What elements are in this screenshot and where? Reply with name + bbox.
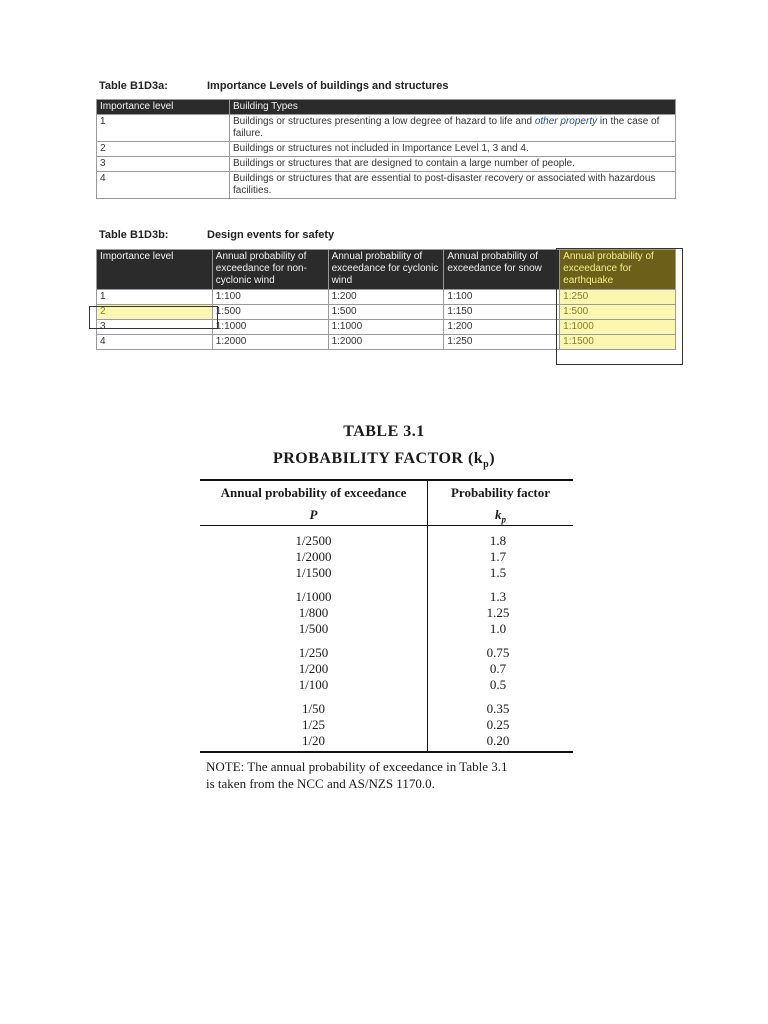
col2-symbol: $k_p$ (495, 507, 506, 525)
table-a (96, 99, 676, 199)
building-type-cell: Buildings or structures not included in Importance Level 1, 3 and 4. (230, 142, 676, 157)
factor-cell: 1.5 (489, 565, 507, 580)
table-cell: 1:200 (328, 290, 444, 305)
other-property-link[interactable]: other property (534, 116, 598, 127)
table-31-note-line2: is taken from the NCC and AS/NZS 1170.0. (206, 776, 435, 791)
importance-level-cell: 4 (97, 172, 230, 199)
factor-cell: 1.7 (489, 549, 507, 564)
table-cell: 1:1000 (328, 320, 444, 335)
building-type-cell: Buildings or structures that are essential to post-disaster recovery or associated with hazardous facilities. (230, 172, 676, 199)
table-31-note-line1: NOTE: The annual probability of exceedance in Table 3.1 (206, 759, 508, 774)
building-type-text: in the case of failure. (233, 116, 660, 139)
probability-cell: 1/2500 (295, 533, 332, 548)
probability-cell: 1/1000 (295, 589, 332, 604)
probability-cell: 1/500 (298, 621, 329, 636)
table-cell: 1:150 (444, 305, 560, 320)
factor-cell: 0.75 (486, 645, 510, 660)
probability-cell: 1/200 (298, 661, 329, 676)
building-type-cell: Buildings or structures that are designed to contain a large number of people. (230, 157, 676, 172)
table-cell: 2 (97, 305, 213, 320)
table-31-bottom-rule (200, 751, 573, 753)
probability-cell: 1/20 (301, 733, 326, 748)
table-cell: 3 (97, 320, 213, 335)
factor-cell: 1.3 (489, 589, 507, 604)
factor-cell: 1.0 (489, 621, 507, 636)
table-b-label: Table B1D3b: (99, 229, 169, 241)
table-31-top-rule (200, 479, 573, 481)
col2-header: Probability factor (450, 485, 551, 500)
factor-cell: 0.20 (486, 733, 510, 748)
importance-level-cell: 2 (97, 142, 230, 157)
table-cell: 1:1000 (212, 320, 328, 335)
table-cell: 1:500 (328, 305, 444, 320)
factor-cell: 1.8 (489, 533, 507, 548)
table-31-title: TABLE 3.1 (343, 423, 425, 440)
earthquake-cell: 1:1000 (560, 320, 676, 335)
table-row (97, 115, 676, 142)
probability-cell: 1/2000 (295, 549, 332, 564)
importance-level-2-highlight-box (89, 306, 218, 329)
earthquake-cell: 1:500 (560, 305, 676, 320)
building-type-cell (230, 115, 676, 142)
table-b-header: Annual probability of exceedance for non-cyclonic wind (212, 250, 328, 290)
probability-cell: 1/250 (298, 645, 329, 660)
table-a-header: Building Types (230, 100, 676, 115)
table-a-label: Table B1D3a: (99, 80, 168, 92)
table-cell: 1 (97, 290, 213, 305)
table-a-title: Importance Levels of buildings and structures (207, 80, 449, 92)
col1-symbol: P (309, 507, 318, 522)
subscript-p: p (483, 459, 490, 471)
probability-cell: 1/800 (298, 605, 329, 620)
table-cell: 1:500 (212, 305, 328, 320)
table-b-title: Design events for safety (207, 229, 335, 241)
table-b-header: Annual probability of exceedance for snow (444, 250, 560, 290)
table-cell: 1:200 (444, 320, 560, 335)
table-row (97, 142, 676, 157)
table-cell: 1:2000 (212, 335, 328, 350)
factor-cell: 1.25 (486, 605, 510, 620)
probability-cell: 1/25 (301, 717, 326, 732)
table-cell: 1:100 (212, 290, 328, 305)
table-31-subtitle: PROBABILITY FACTOR $(k_p)$ (272, 450, 496, 471)
importance-level-cell: 1 (97, 115, 230, 142)
col1-header: Annual probability of exceedance (220, 485, 407, 500)
table-row (97, 172, 676, 199)
table-31-header-rule (200, 525, 573, 526)
factor-cell: 0.7 (489, 661, 507, 676)
factor-cell: 0.35 (486, 701, 510, 716)
table-cell: 1:100 (444, 290, 560, 305)
table-row (97, 157, 676, 172)
factor-cell: 0.25 (486, 717, 510, 732)
table-a-header-row (97, 100, 676, 115)
probability-cell: 1/50 (301, 701, 326, 716)
importance-level-cell: 3 (97, 157, 230, 172)
table-b-header: Importance level (97, 250, 213, 290)
table-cell: 1:2000 (328, 335, 444, 350)
probability-cell: 1/1500 (295, 565, 332, 580)
earthquake-cell: 1:1500 (560, 335, 676, 350)
probability-cell: 1/100 (298, 677, 329, 692)
factor-cell: 0.5 (489, 677, 507, 692)
earthquake-column-highlight-box (556, 248, 683, 365)
earthquake-cell: 1:250 (560, 290, 676, 305)
table-b-header-earthquake: Annual probability of exceedance for earthquake (560, 250, 676, 290)
table-a-header: Importance level (97, 100, 230, 115)
table-cell: 4 (97, 335, 213, 350)
table-b-header: Annual probability of exceedance for cyclonic wind (328, 250, 444, 290)
table-cell: 1:250 (444, 335, 560, 350)
building-type-text: Buildings or structures presenting a low degree of hazard to life and (233, 116, 535, 127)
